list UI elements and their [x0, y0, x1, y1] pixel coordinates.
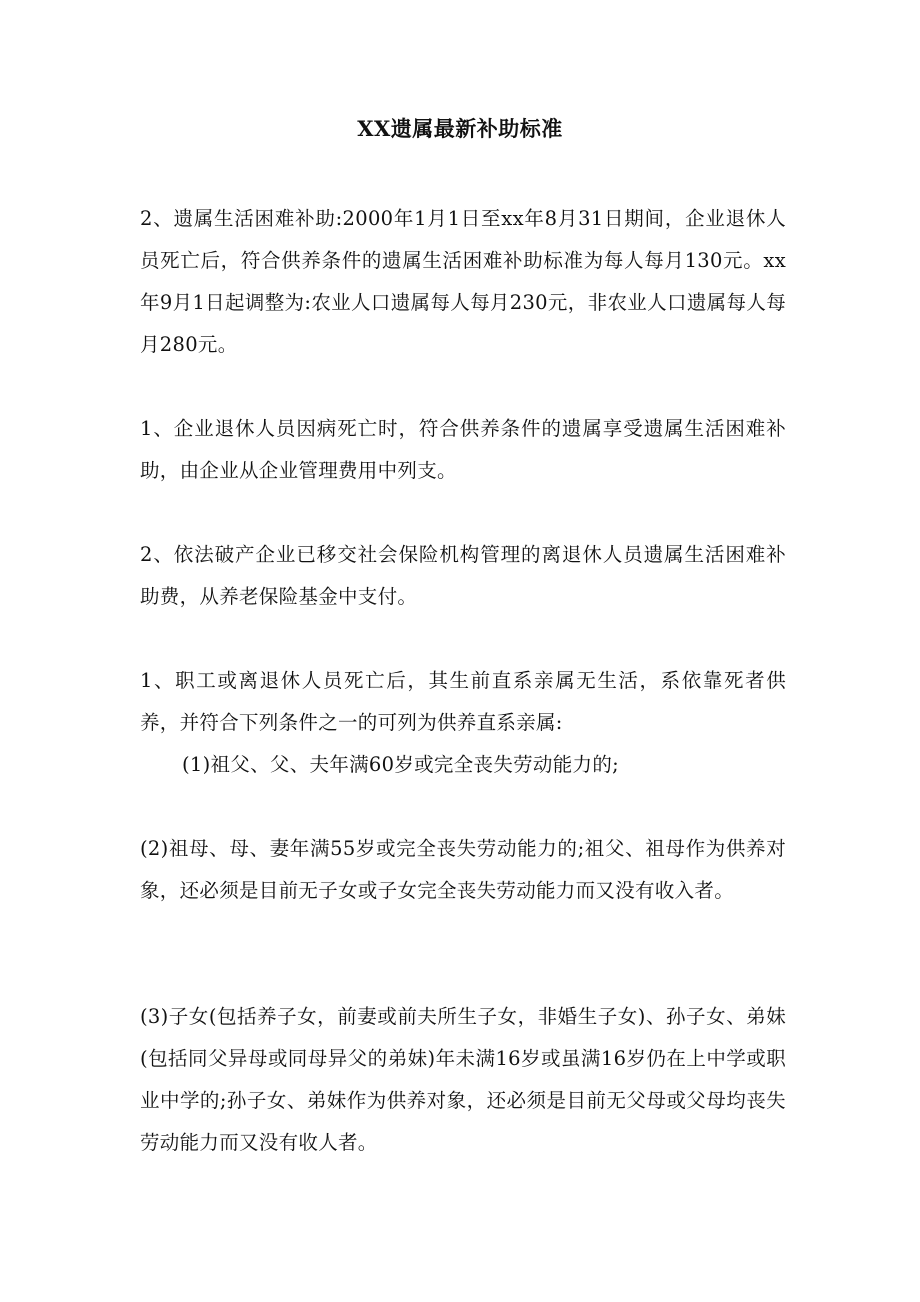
paragraph-condition-2: (2)祖母、母、妻年满55岁或完全丧失劳动能力的;祖父、祖母作为供养对象，还必须是目前无子女或子女完全丧失劳动能力而又没有收入者。 — [140, 837, 786, 902]
paragraph-living-allowance: 2、遗属生活困难补助:2000年1月1日至xx年8月31日期间，企业退休人员死亡后，符合供养条件的遗属生活困难补助标准为每人每月130元。xx年9月1日起调整为:农业人口遗属每人每月230元，非农业人口遗属每人每月280元。 — [140, 207, 786, 356]
paragraph-dependent-relatives: 1、职工或离退休人员死亡后，其生前直系亲属无生活，系依靠死者供养，并符合下列条件之一的可列为供养直系亲属: — [140, 669, 786, 734]
paragraph-illness-death: 1、企业退休人员因病死亡时，符合供养条件的遗属享受遗属生活困难补助，由企业从企业管理费用中列支。 — [140, 417, 786, 482]
paragraph-bankrupt-enterprise: 2、依法破产企业已移交社会保险机构管理的离退休人员遗属生活困难补助费，从养老保险基金中支付。 — [140, 543, 786, 608]
paragraph-condition-1: (1)祖父、父、夫年满60岁或完全丧失劳动能力的; — [182, 753, 620, 776]
document-title: XX遗属最新补助标准 — [357, 116, 563, 141]
paragraph-condition-3: (3)子女(包括养子女，前妻或前夫所生子女，非婚生子女)、孙子女、弟妹(包括同父异母或同母异父的弟妹)年未满16岁或虽满16岁仍在上中学或职业中学的;孙子女、弟妹作为供养对象，还必须是目前无父母或父母均丧失劳动能力而又没有收人者。 — [140, 1005, 786, 1154]
